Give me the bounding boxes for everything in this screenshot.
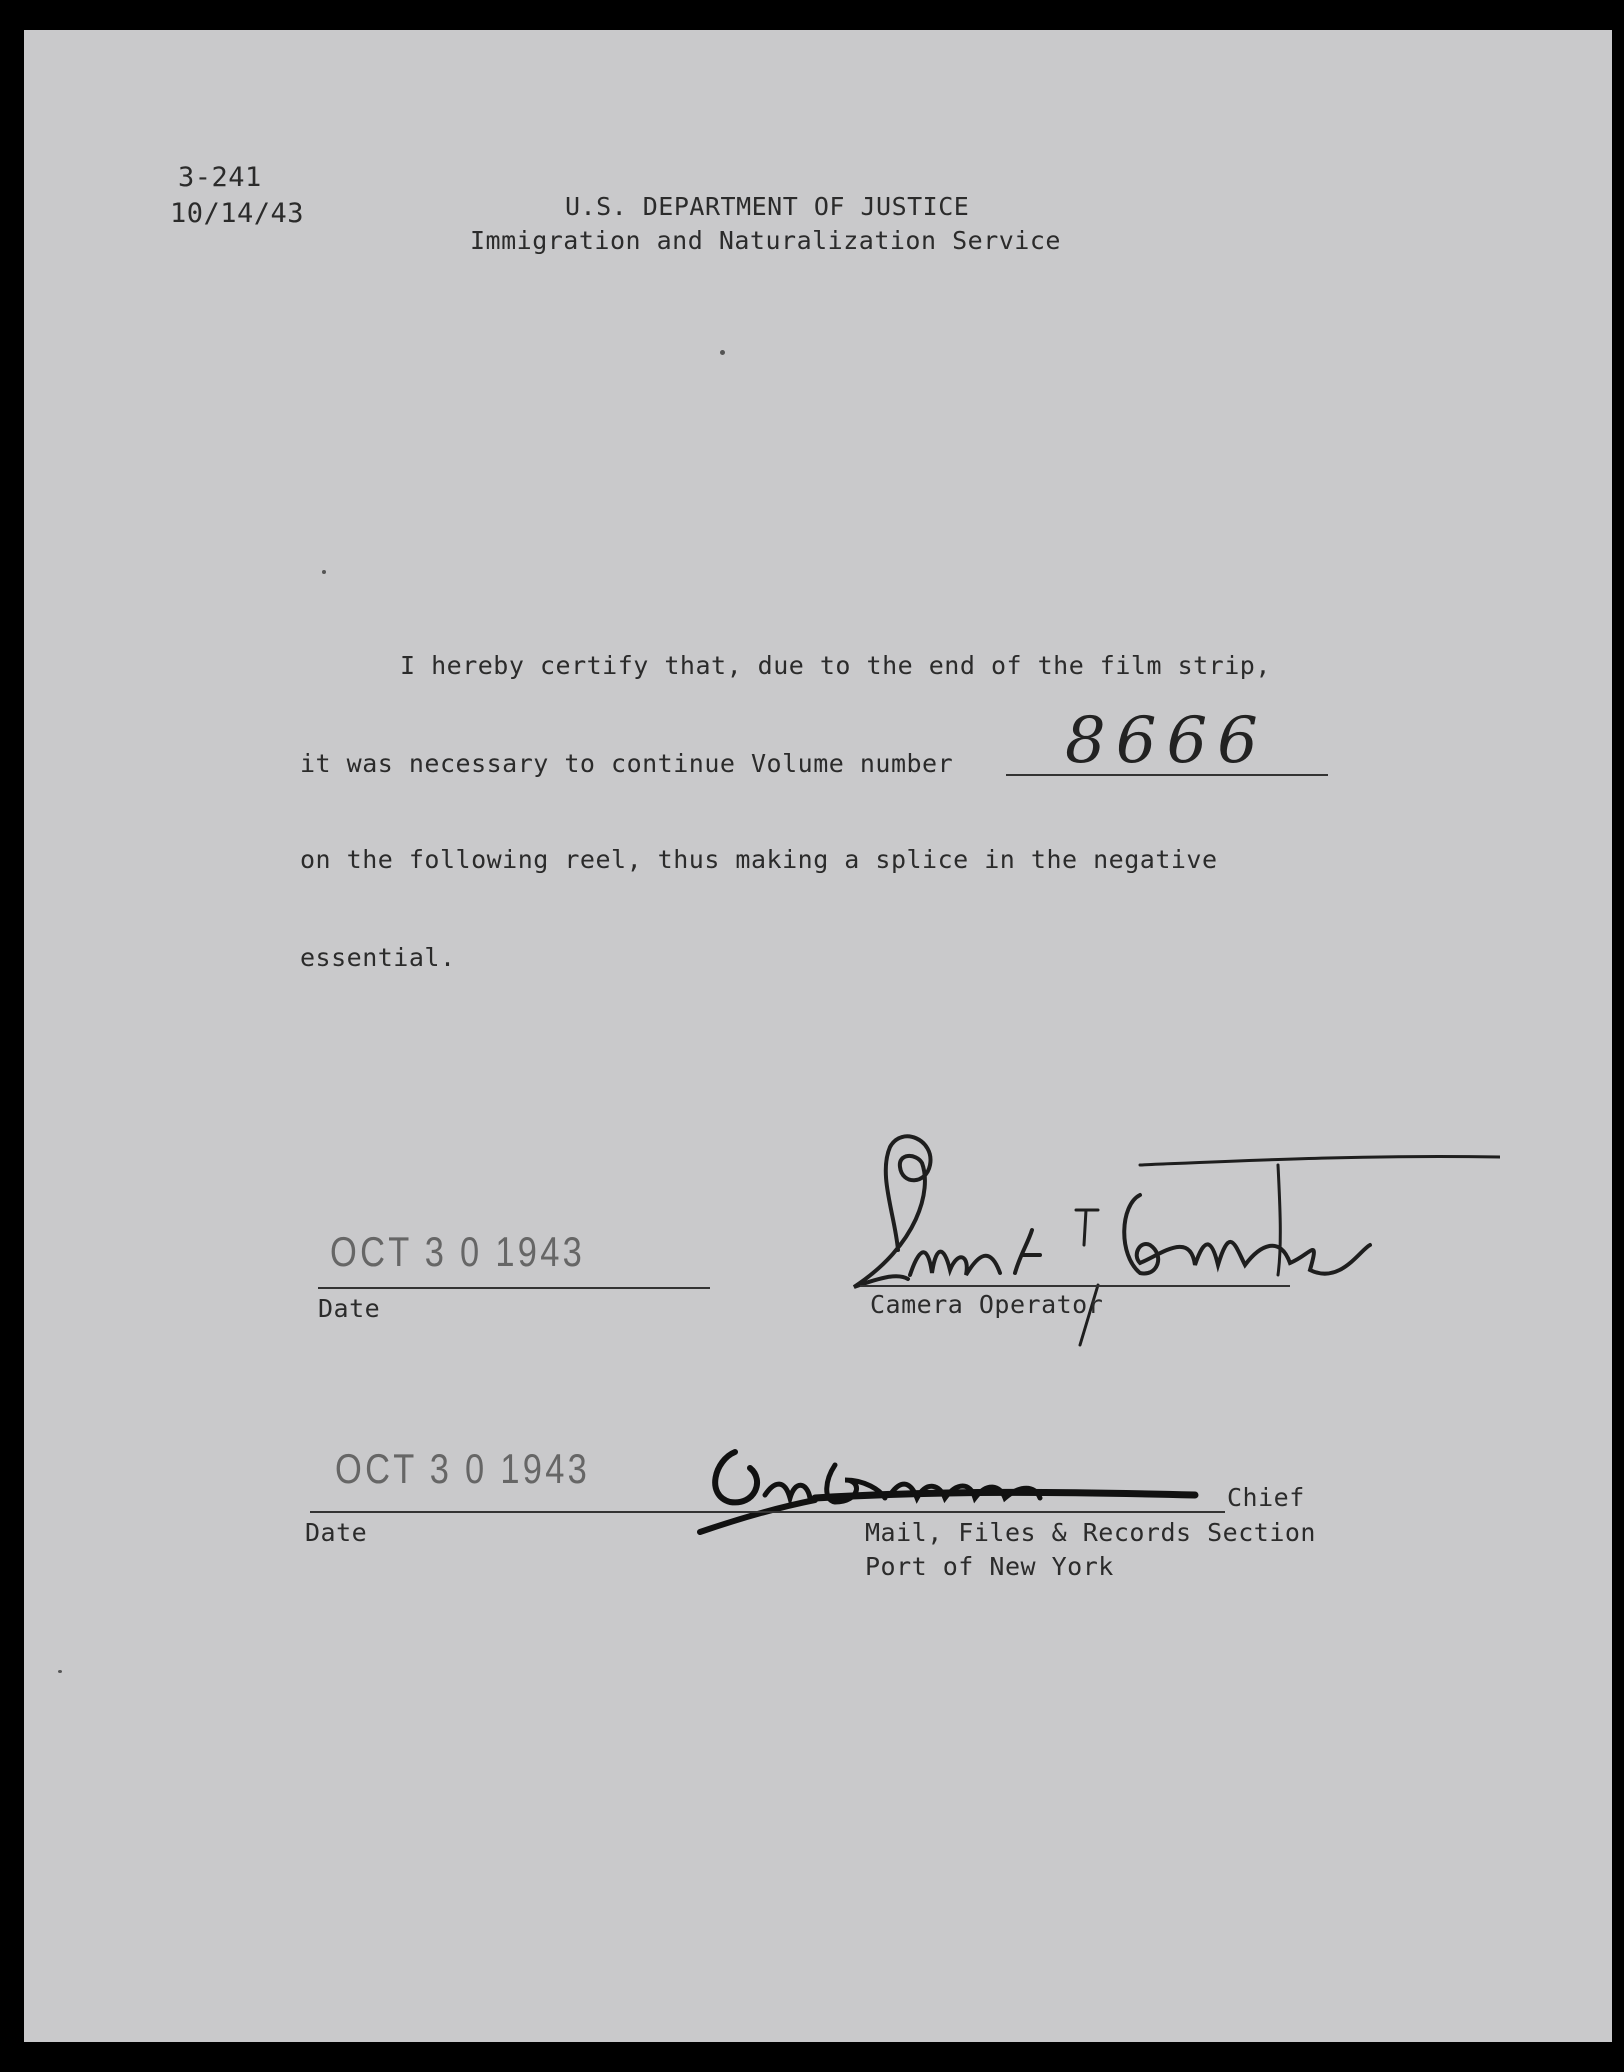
chief-label: Chief — [1227, 1483, 1305, 1512]
paper-speck — [322, 570, 326, 574]
date-label-camera: Date — [318, 1294, 381, 1323]
date-stamp-camera: OCT 3 0 1943 — [330, 1228, 586, 1275]
camera-operator-signature — [840, 1105, 1500, 1365]
service-heading: Immigration and Naturalization Service — [470, 226, 1061, 255]
signature-line-camera — [860, 1285, 1290, 1287]
certification-line-1: I hereby certify that, due to the end of the film strip, — [400, 651, 1271, 680]
document-page — [24, 30, 1612, 2042]
form-number: 3-241 — [178, 162, 262, 193]
department-heading: U.S. DEPARTMENT OF JUSTICE — [565, 192, 970, 221]
volume-number: 8666 — [1065, 704, 1268, 778]
certification-line-3: on the following reel, thus making a splice in the negative — [300, 845, 1218, 874]
signature-line-chief — [705, 1511, 1225, 1513]
certification-line-4: essential. — [300, 943, 456, 972]
date-line-chief — [310, 1511, 705, 1513]
certification-line-2: it was necessary to continue Volume number — [300, 749, 954, 778]
section-label: Mail, Files & Records Section — [865, 1518, 1316, 1547]
date-stamp-chief: OCT 3 0 1943 — [335, 1445, 591, 1492]
form-date: 10/14/43 — [170, 198, 305, 229]
date-label-chief: Date — [305, 1518, 368, 1547]
paper-speck — [58, 1670, 62, 1673]
paper-speck — [720, 350, 725, 355]
date-line-camera — [318, 1287, 710, 1289]
port-label: Port of New York — [865, 1552, 1114, 1581]
camera-operator-label: Camera Operator — [870, 1290, 1104, 1319]
